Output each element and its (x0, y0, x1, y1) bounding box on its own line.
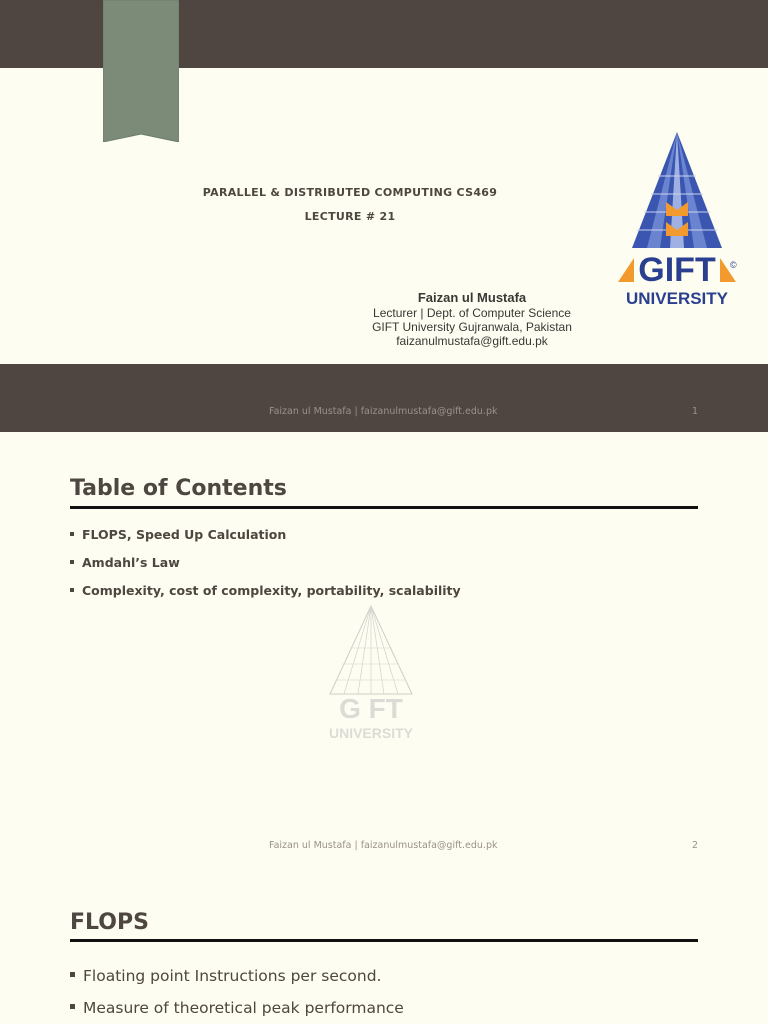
bottom-band (0, 364, 768, 432)
title-rule (70, 939, 698, 942)
author-email: faizanulmustafa@gift.edu.pk (396, 334, 548, 348)
svg-text:UNIVERSITY: UNIVERSITY (625, 289, 729, 308)
flops-slide (0, 872, 768, 1024)
svg-text:UNIVERSITY: UNIVERSITY (328, 725, 414, 741)
author-role: Lecturer | Dept. of Computer Science (373, 306, 571, 320)
list-item: Amdahl’s Law (70, 555, 180, 570)
slide2-footer: Faizan ul Mustafa | faizanulmustafa@gift.edu.pk (269, 840, 498, 851)
slide1-footer: Faizan ul Mustafa | faizanulmustafa@gift.edu.pk (269, 406, 498, 417)
list-item: Floating point Instructions per second. (70, 967, 381, 985)
list-item: Measure of theoretical peak performance (70, 999, 404, 1017)
author-name: Faizan ul Mustafa (417, 290, 527, 305)
bullet-square-icon (70, 532, 74, 536)
contents-title: Table of Contents (70, 476, 287, 501)
lecture-number: LECTURE # 21 (304, 210, 396, 223)
svg-text:©: © (730, 260, 737, 270)
svg-text:GIFT: GIFT (638, 251, 716, 289)
bullet-square-icon (70, 972, 75, 977)
title-slide (0, 0, 768, 432)
slide1-page-number: 1 (692, 406, 699, 417)
svg-text:G FT: G FT (339, 693, 403, 724)
gift-university-logo (612, 130, 742, 310)
bullet-square-icon (70, 1004, 75, 1009)
list-item: Complexity, cost of complexity, portability, scalability (70, 583, 461, 598)
title-rule (70, 506, 698, 509)
contents-slide (0, 432, 768, 872)
slide2-page-number: 2 (692, 840, 699, 851)
author-organization: GIFT University Gujranwala, Pakistan (372, 320, 572, 334)
ribbon-bookmark-icon (103, 0, 179, 142)
bullet-square-icon (70, 588, 74, 592)
list-item: FLOPS, Speed Up Calculation (70, 527, 286, 542)
flops-title: FLOPS (70, 910, 149, 935)
gift-university-watermark-logo (312, 602, 430, 742)
course-title: PARALLEL & DISTRIBUTED COMPUTING CS469 (202, 186, 498, 199)
bullet-square-icon (70, 560, 74, 564)
